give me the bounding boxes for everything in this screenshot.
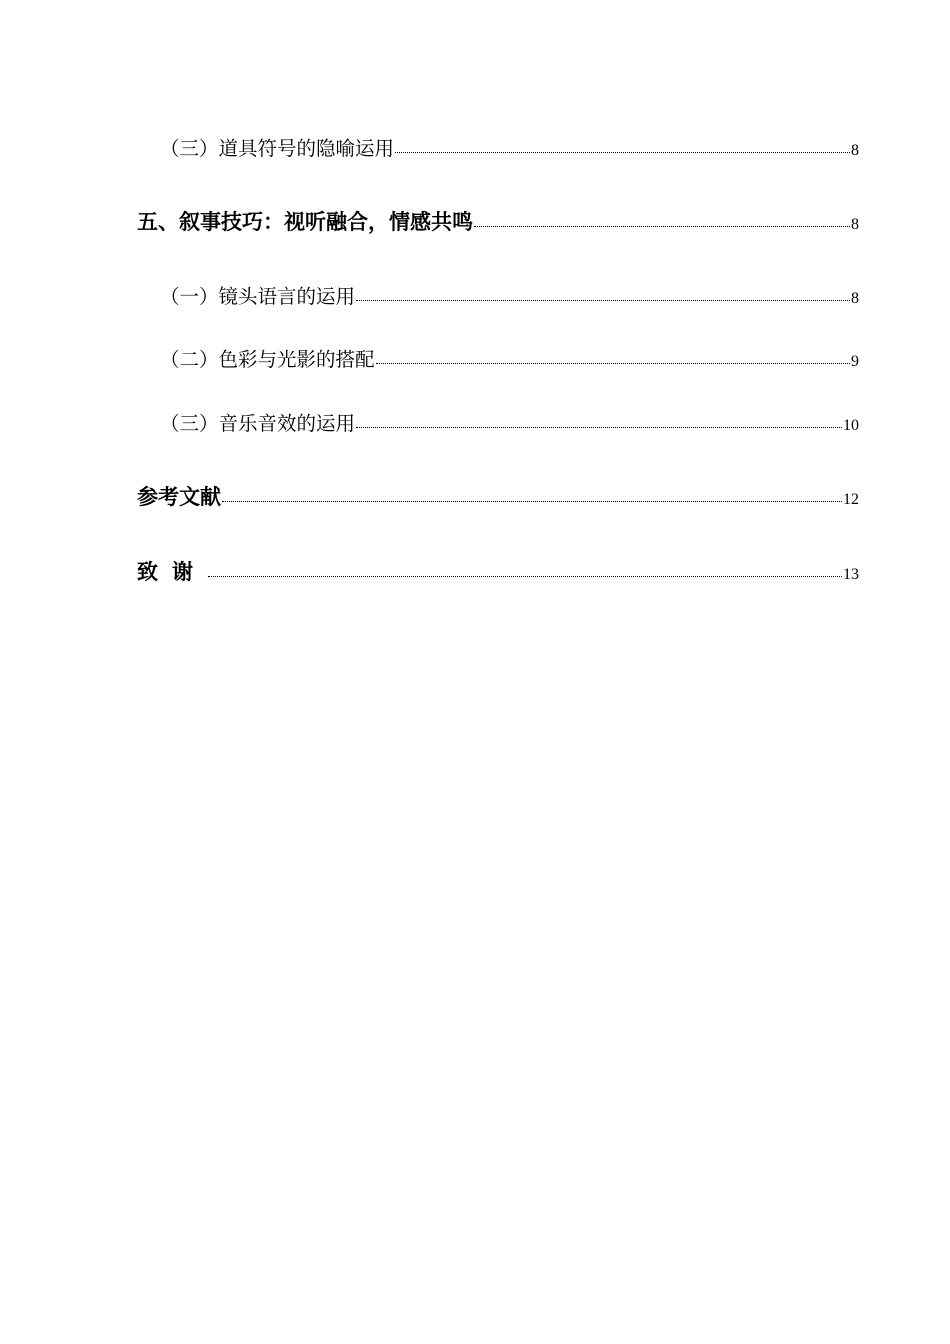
toc-entry-title: （三）道具符号的隐喻运用 xyxy=(160,137,395,160)
toc-dot-leader xyxy=(376,363,850,364)
toc-dot-leader xyxy=(208,576,842,577)
toc-entry-music-and-sound[interactable] xyxy=(160,408,859,436)
toc-page-number: 13 xyxy=(843,566,859,583)
toc-dot-leader xyxy=(356,427,842,428)
toc-page-number: 12 xyxy=(843,491,859,508)
toc-page-number: 10 xyxy=(843,417,859,434)
toc-entry-title: （二）色彩与光影的搭配 xyxy=(160,348,375,371)
toc-dot-leader xyxy=(395,152,850,153)
toc-dot-leader xyxy=(474,226,850,227)
toc-entry-camera-language[interactable] xyxy=(160,281,859,309)
toc-entry-title: （三）音乐音效的运用 xyxy=(160,412,356,435)
toc-entry-acknowledgements[interactable] xyxy=(137,556,859,586)
toc-entry-chapter-5-narrative-techniques[interactable] xyxy=(137,206,859,236)
toc-dot-leader xyxy=(356,300,850,301)
toc-entry-title: 五、叙事技巧：视听融合，情感共鸣 xyxy=(137,210,473,234)
toc-entry-title: 参考文献 xyxy=(137,485,221,509)
toc-entry-title: 致谢 xyxy=(137,560,207,584)
toc-entry-color-and-lighting[interactable] xyxy=(160,344,859,372)
toc-entry-prop-symbol-metaphor[interactable] xyxy=(160,133,859,161)
toc-page-number: 8 xyxy=(851,216,859,233)
toc-page-number: 9 xyxy=(851,353,859,370)
toc-entry-references[interactable] xyxy=(137,481,859,511)
toc-page-number: 8 xyxy=(851,290,859,307)
toc-dot-leader xyxy=(222,501,842,502)
toc-page-number: 8 xyxy=(851,142,859,159)
toc-entry-title: （一）镜头语言的运用 xyxy=(160,285,356,308)
